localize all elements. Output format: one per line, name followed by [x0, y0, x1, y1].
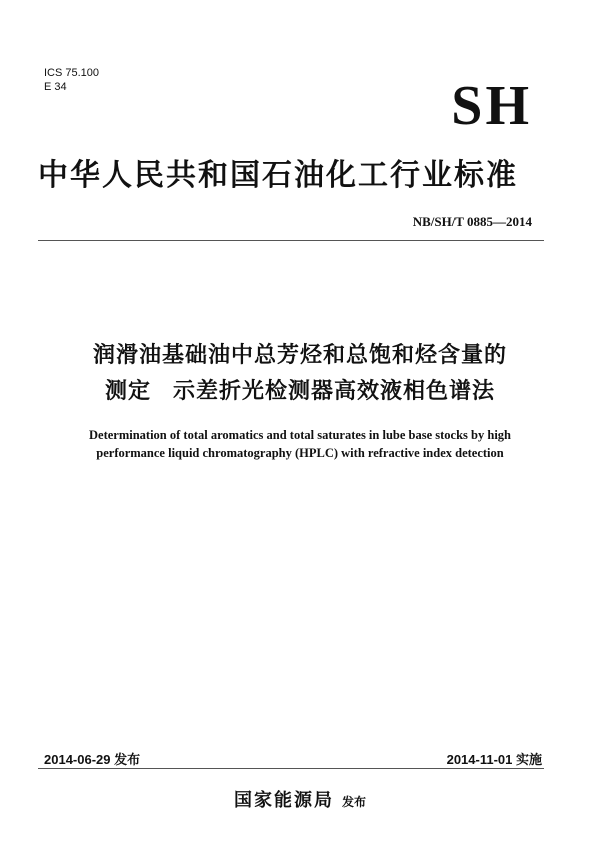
chinese-title-line-2-part-a: 测定 [104, 379, 151, 404]
ics-code: ICS 75.100 [44, 67, 100, 79]
publish-date: 2014-06-29 发布 [44, 752, 141, 767]
standard-category-title: 中华人民共和国石油化工行业标准 [38, 158, 518, 193]
classification-codes [44, 66, 99, 94]
publisher-verb: 发布 [341, 795, 366, 809]
implement-date: 2014-11-01 实施 [446, 752, 542, 767]
english-title-line-1: Determination of total aromatics and total saturates in lube base stocks by high [89, 428, 511, 442]
top-divider [38, 240, 544, 241]
publisher-org: 国家能源局 [233, 790, 334, 811]
chinese-title-line-2 [30, 374, 570, 410]
chinese-title-line-1: 润滑油基础油中总芳烃和总饱和烃含量的 [92, 343, 507, 368]
standard-number: NB/SH/T 0885—2014 [412, 214, 532, 229]
standard-code-mark: SH [451, 75, 532, 137]
english-title-line-2: performance liquid chromatography (HPLC) with refractive index detection [96, 446, 504, 460]
chinese-title-line-2-part-b: 示差折光检测器高效液相色谱法 [173, 379, 496, 404]
chinese-title [30, 338, 570, 410]
bottom-divider [38, 768, 544, 769]
ccs-code: E 34 [44, 81, 67, 93]
english-title [20, 426, 580, 462]
publisher [0, 786, 600, 812]
